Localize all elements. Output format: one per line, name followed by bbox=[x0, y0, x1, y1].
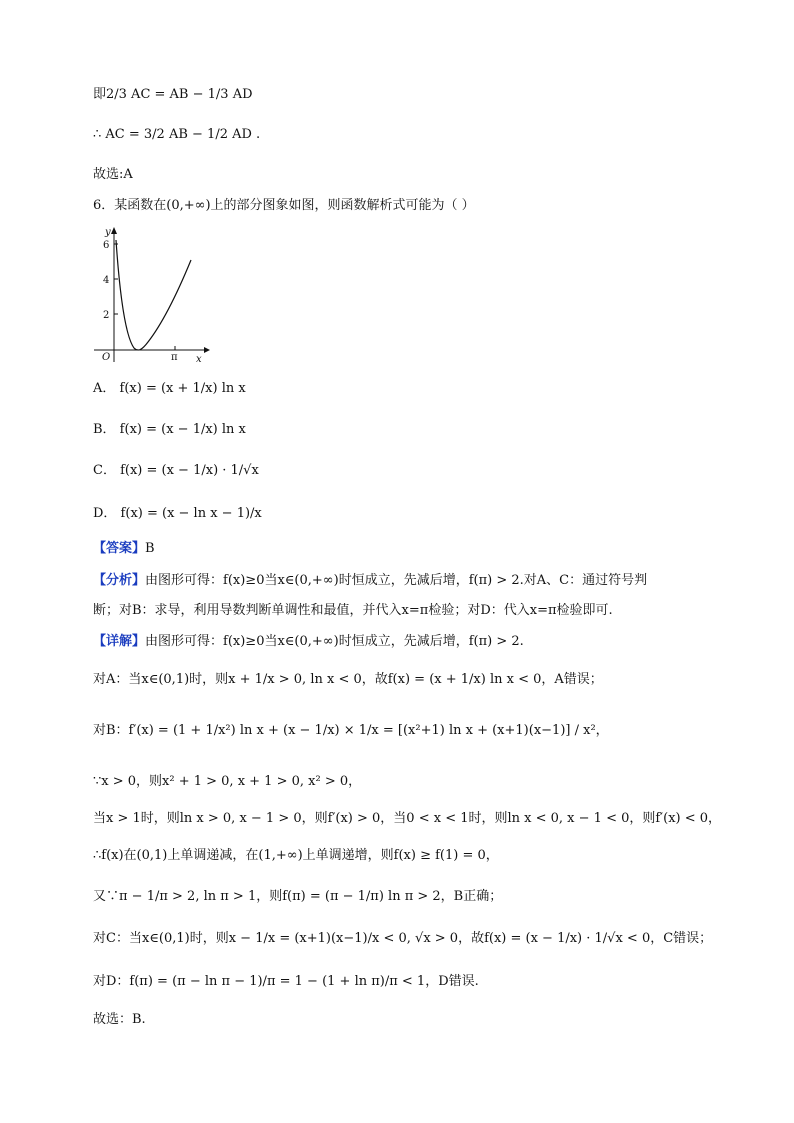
detail-option-b-3: 当x > 1时，则ln x > 0, x − 1 > 0，则f′(x) > 0，当0 < x < 1时，则ln x < 0, x − 1 < 0，则f′(x) < 0， bbox=[93, 811, 722, 826]
detail-text-1: 由图形可得：f(x)≥0当x∈(0,+∞)时恒成立，先减后增，f(π) > 2. bbox=[145, 634, 524, 649]
detail-option-b-2: ∵x > 0，则x² + 1 > 0, x + 1 > 0, x² > 0， bbox=[93, 774, 362, 789]
question-stem: 6．某函数在(0,+∞)上的部分图象如图，则函数解析式可能为（ ） bbox=[93, 198, 475, 213]
function-graph bbox=[92, 224, 212, 364]
prev-solution-choice: 故选:A bbox=[93, 167, 133, 182]
detail-option-d: 对D：f(π) = (π − ln π − 1)/π = 1 − (1 + ln π)/π < 1，D错误. bbox=[93, 974, 479, 989]
analysis-line-1 bbox=[93, 572, 647, 590]
y-tick-label-4: 4 bbox=[103, 275, 110, 286]
option-c: C． f(x) = (x − 1/x) · 1/√x bbox=[93, 463, 259, 478]
origin-label: O bbox=[102, 352, 111, 363]
detail-option-b-5: 又∵π − 1/π > 2, ln π > 1，则f(π) = (π − 1/π) ln π > 2，B正确； bbox=[93, 889, 503, 904]
answer-label: 【答案】 bbox=[93, 541, 146, 556]
function-curve bbox=[116, 240, 191, 350]
analysis-line-2: 断；对B：求导，利用导数判断单调性和最值，并代入x=π检验；对D：代入x=π检验即可. bbox=[93, 603, 613, 618]
y-axis-label: y bbox=[105, 227, 111, 238]
detail-option-b-4: ∴f(x)在(0,1)上单调递减，在(1,+∞)上单调递增，则f(x) ≥ f(1) = 0， bbox=[93, 848, 499, 863]
x-tick-label-pi: π bbox=[171, 352, 178, 363]
prev-solution-line-1: 即2/3 AC = AB − 1/3 AD bbox=[93, 87, 253, 102]
option-a: A． f(x) = (x + 1/x) ln x bbox=[93, 381, 246, 396]
detail-option-b: 对B：f′(x) = (1 + 1/x²) ln x + (x − 1/x) × 1/x = [(x²+1) ln x + (x+1)(x−1)] / x²， bbox=[93, 723, 609, 738]
answer-line bbox=[93, 540, 155, 558]
x-axis-label: x bbox=[196, 354, 202, 364]
y-tick-label-6: 6 bbox=[103, 240, 110, 251]
detail-label: 【详解】 bbox=[93, 634, 146, 649]
detail-option-a: 对A：当x∈(0,1)时，则x + 1/x > 0, ln x < 0，故f(x) = (x + 1/x) ln x < 0，A错误； bbox=[93, 672, 603, 687]
detail-option-c: 对C：当x∈(0,1)时，则x − 1/x = (x+1)(x−1)/x < 0, √x > 0，故f(x) = (x − 1/x) · 1/√x < 0，C错误； bbox=[93, 931, 713, 946]
option-d: D． f(x) = (x − ln x − 1)/x bbox=[93, 506, 262, 521]
y-tick-label-2: 2 bbox=[103, 310, 110, 321]
analysis-label: 【分析】 bbox=[93, 573, 146, 588]
x-axis-arrow bbox=[204, 347, 210, 353]
detail-line-1 bbox=[93, 633, 524, 651]
prev-solution-line-2: ∴ AC = 3/2 AB − 1/2 AD . bbox=[93, 127, 261, 142]
answer-value: B bbox=[145, 541, 155, 556]
detail-choice: 故选：B. bbox=[93, 1012, 146, 1027]
option-b: B． f(x) = (x − 1/x) ln x bbox=[93, 422, 246, 437]
y-axis-arrow bbox=[111, 227, 117, 234]
analysis-text-1: 由图形可得：f(x)≥0当x∈(0,+∞)时恒成立，先减后增，f(π) > 2.对A、C：通过符号判 bbox=[145, 573, 648, 588]
